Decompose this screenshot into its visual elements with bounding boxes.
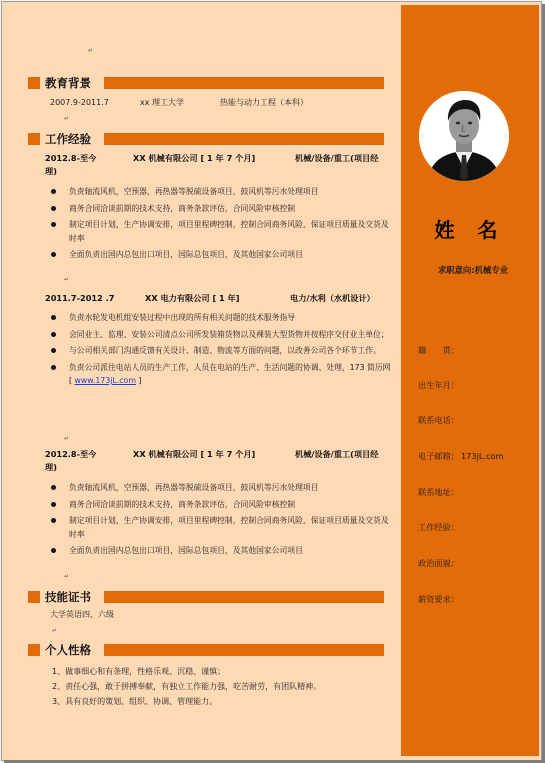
list-item: 3、具有良好的策划、组织、协调、管理能力。 — [52, 697, 218, 707]
portrait-image — [419, 91, 509, 181]
edu-period: 2007.9-2011.7 — [50, 98, 109, 107]
section-education — [28, 76, 384, 90]
paragraph-mark: ↵ — [88, 47, 94, 54]
job-header — [45, 152, 395, 178]
skills-text: 大学英语四、六级 — [50, 610, 114, 619]
job-header — [45, 448, 395, 474]
job-intent: 求职意向:机械专业 — [437, 265, 509, 275]
list-item: 2、责任心强，敢于拼搏奉献，有独立工作能力强，吃苦耐劳，有团队精神。 — [52, 682, 322, 692]
section-title: 教育背景 — [45, 76, 91, 90]
info-address — [418, 486, 461, 498]
job-position: 机械/设备/重工(项目经 — [295, 153, 379, 163]
website-link[interactable]: www.173jL.com — [74, 376, 136, 385]
section-title: 个人性格 — [45, 643, 91, 657]
section-bar — [104, 133, 384, 145]
section-bar — [104, 77, 384, 89]
list-item: 制定项目计划，生产协调安排，项目里程碑控制，控制合同商务风险，保证项目质量及交货及时率 — [47, 514, 392, 541]
list-item: 商务合同洽谈前期的技术支持，商务条款评估，合同风险审核控制 — [47, 202, 392, 216]
list-item: 全面负责出国内总包出口项目，国际总包项目，及其他国家公司项目 — [47, 248, 392, 262]
job-period: 2011.7-2012 .7 — [45, 293, 115, 303]
info-label: 籍 贯： — [418, 345, 459, 355]
list-item: 全面负责出国内总包出口项目，国际总包项目，及其他国家公司项目 — [47, 544, 392, 558]
section-marker — [28, 77, 40, 89]
info-email — [418, 450, 504, 462]
paragraph-mark: ↵ — [64, 573, 70, 580]
job-position-cont: 理) — [45, 166, 57, 176]
list-item: 负责轴流风机，空预器，再热器等脱硫设备项目，鼓风机等污水处理项目 — [47, 185, 392, 199]
personality-list — [52, 664, 321, 710]
list-item: 负责轴流风机，空预器，再热器等脱硫设备项目，鼓风机等污水处理项目 — [47, 481, 392, 495]
info-hometown — [418, 344, 461, 356]
job-duties — [47, 185, 392, 265]
info-label: 工作经验： — [418, 522, 459, 532]
section-marker — [28, 133, 40, 145]
info-label: 政治面貌： — [418, 558, 459, 568]
duty-text: 负责公司派往电站人员的生产工作，人员在电站的生产、生活问题的协调、处理，173 简历网 [ www.173jL.com ] — [69, 362, 391, 385]
job-period: 2012.8-至今 — [45, 449, 97, 459]
paragraph-mark: ↵ — [64, 115, 70, 122]
section-bar — [104, 644, 384, 656]
paragraph-mark: ↵ — [64, 435, 70, 442]
job-position-cont: 理) — [45, 462, 57, 472]
section-marker — [28, 591, 40, 603]
job-company: XX 机械有限公司 [ 1 年 7 个月] — [133, 449, 256, 459]
info-phone — [418, 414, 461, 426]
job-position: 机械/设备/重工(项目经 — [295, 449, 379, 459]
section-title: 技能证书 — [45, 590, 91, 604]
section-marker — [28, 644, 40, 656]
info-birth — [418, 379, 461, 391]
job-duties — [47, 311, 392, 391]
section-bar — [104, 591, 384, 603]
info-value: 173jL.com — [460, 451, 504, 461]
info-salary — [418, 593, 461, 605]
job-period: 2012.8-至今 — [45, 153, 97, 163]
job-position: 电力/水利（水机设计） — [290, 293, 375, 303]
info-label: 联系地址： — [418, 487, 459, 497]
section-title: 工作经验 — [45, 132, 91, 146]
info-label: 薪资要求： — [418, 594, 459, 604]
list-item: 1、做事细心和有条理，性格乐观、沉稳、谨慎； — [52, 667, 226, 676]
section-work — [28, 132, 384, 146]
list-item: 负责水轮发电机组安装过程中出现的所有相关问题的技术服务指导 — [47, 311, 392, 325]
paragraph-mark: ↵ — [52, 627, 58, 634]
paragraph-mark: ↵ — [64, 276, 70, 283]
list-item: 与公司相关部门沟通反馈有关设计、制造、物流等方面的问题，以改善公司各个环节工作。 — [47, 344, 392, 358]
list-item: 商务合同洽谈前期的技术支持，商务条款评估，合同风险审核控制 — [47, 498, 392, 512]
list-item: 制定项目计划，生产协调安排，项目里程碑控制，控制合同商务风险，保证项目质量及交货及时率 — [47, 218, 392, 245]
info-label: 出生年月： — [418, 380, 459, 390]
job-duties — [47, 481, 392, 561]
edu-school: xx 理工大学 — [140, 98, 185, 107]
section-skills — [28, 590, 384, 604]
edu-major: 热能与动力工程（本科） — [220, 98, 308, 107]
job-header — [45, 292, 395, 305]
list-item: 会同业主、监理、安装公司清点公司所发装箱货物以及裸装大型货物并按程序交付业主单位； — [47, 328, 392, 342]
list-item — [47, 361, 392, 388]
candidate-name: 姓 名 — [434, 218, 506, 242]
info-label: 电子邮箱： — [418, 451, 459, 461]
section-personality — [28, 643, 384, 657]
info-political — [418, 557, 461, 569]
info-label: 联系电话： — [418, 415, 459, 425]
job-company: XX 机械有限公司 [ 1 年 7 个月] — [133, 153, 256, 163]
job-company: XX 电力有限公司 [ 1 年] — [145, 293, 240, 303]
profile-photo — [419, 91, 509, 181]
info-experience — [418, 521, 461, 533]
